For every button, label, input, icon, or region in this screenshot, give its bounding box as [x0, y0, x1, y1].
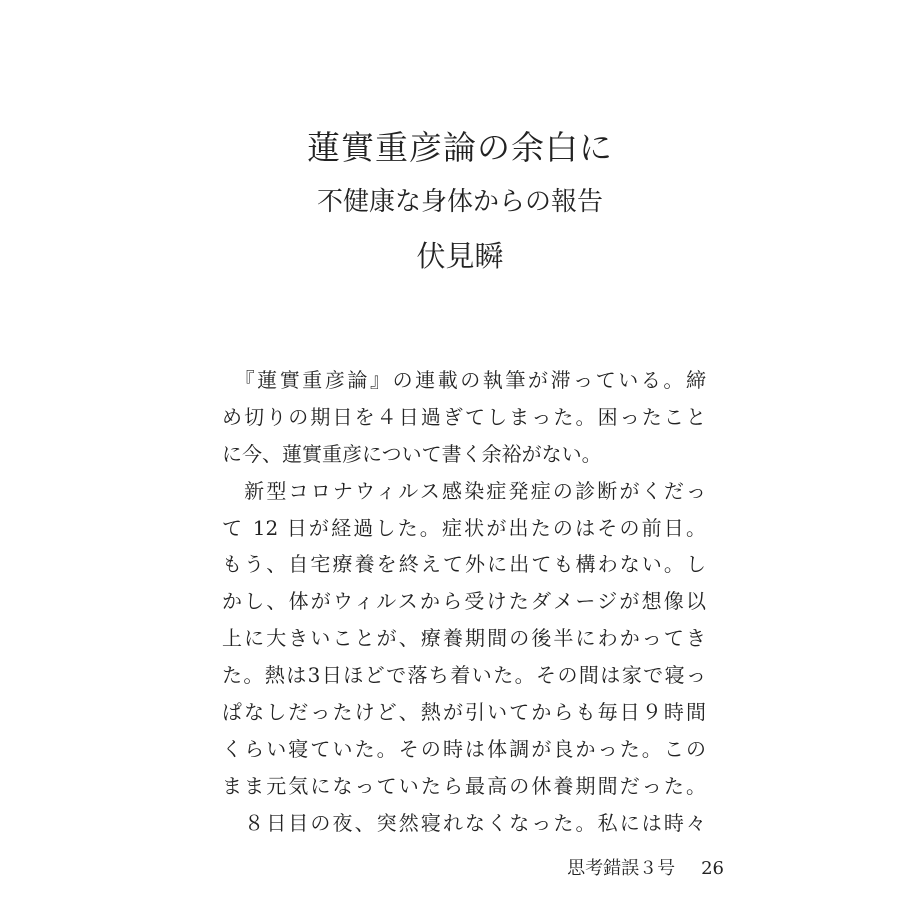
body-line: に今、蓮實重彦について書く余裕がない。: [222, 441, 602, 466]
body-line: ８日目の夜、突然寝れなくなった。私には時々: [222, 810, 706, 835]
body-line: め切りの期日を４日過ぎてしまった。困ったこと: [222, 404, 706, 429]
body-line: かし、体がウィルスから受けたダメージが想像以: [222, 589, 706, 614]
body-line: もう、自宅療養を終えて外に出ても構わない。し: [222, 552, 706, 577]
page-number: 26: [701, 858, 724, 879]
body-line: 『蓮實重彦論』の連載の執筆が滞っている。締: [222, 368, 706, 392]
body-line: て 12 日が経過した。症状が出たのはその前日。: [222, 515, 706, 540]
body-text: [222, 362, 706, 842]
body-line: くらい寝ていた。その時は体調が良かった。この: [222, 736, 706, 761]
body-line: ぱなしだったけど、熱が引いてからも毎日９時間: [222, 700, 706, 725]
body-line: まま元気になっていたら最高の休養期間だった。: [222, 773, 706, 798]
body-line: た。熱は3日ほどで落ち着いた。その間は家で寝っ: [222, 663, 706, 688]
author-name: 伏見瞬: [416, 239, 504, 273]
body-line: 新型コロナウィルス感染症発症の診断がくだっ: [222, 478, 706, 503]
document-subtitle: 不健康な身体からの報告: [316, 187, 603, 217]
body-line: 上に大きいことが、療養期間の後半にわかってき: [222, 626, 706, 651]
page-footer: [567, 857, 724, 881]
publication-name: 思考錯誤３号: [567, 858, 676, 879]
document-title: 蓮實重彦論の余白に: [307, 128, 613, 167]
